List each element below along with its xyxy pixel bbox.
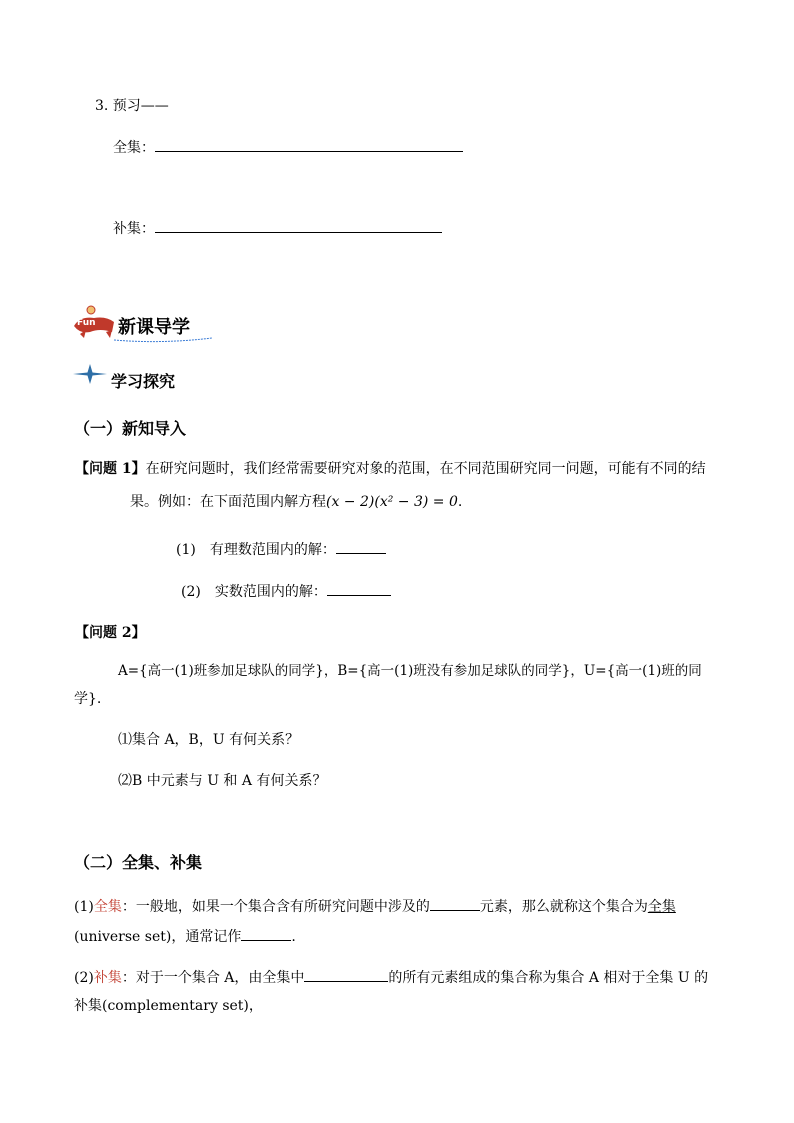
part2-title: （二）全集、补集 [74,853,203,872]
question1-sub2 [181,581,391,601]
preview-title: 3. 预习—— [95,98,169,114]
question2-line1: A={高一(1)班参加足球队的同学}，B={高一(1)班没有参加足球队的同学}，U={高一(1)班的同 [118,663,702,679]
question2-tag: 【问题 2】 [75,625,146,641]
definition1-term: 全集 [93,899,122,915]
question1-line2 [130,493,462,511]
question1-sub2-num: (2) [181,584,201,600]
universe-set-blank[interactable] [155,137,463,152]
universe-set-label: 全集： [113,140,155,156]
star-icon [73,364,107,384]
logo-text: Fun [77,318,96,328]
definition1-text-a: ：一般地，如果一个集合含有所研究问题中涉及的 [121,899,430,915]
question2-line2: 学}. [74,691,102,707]
definition1-blank2[interactable] [241,926,291,941]
complement-set-label: 补集： [113,221,155,237]
definition1-blank1[interactable] [430,896,480,911]
section-banner [72,304,217,344]
question1-sub1 [176,539,386,559]
question2-sub2: ⑵B 中元素与 U 和 A 有何关系？ [118,773,327,789]
definition1-text-b: 元素，那么就称这个集合为 [479,899,648,915]
definition2-line2: 补集(complementary set)， [74,998,263,1014]
definition2-text-a: ：对于一个集合 A，由全集中 [121,970,305,986]
definition1-line1 [74,896,676,916]
question1-text-b: 果。例如：在下面范围内解方程 [130,494,326,510]
universe-set-row [113,137,463,157]
complement-set-row [113,218,442,238]
definition2-blank[interactable] [304,967,388,982]
definition2-prefix: (2) [74,970,94,986]
section-banner-title: 新课导学 [118,317,190,338]
question1-line1 [75,460,706,478]
question1-sub1-num: (1) [176,542,196,558]
question1-sub1-text: 有理数范围内的解： [209,542,336,558]
question2-sub1: ⑴集合 A，B，U 有何关系？ [118,732,300,748]
part1-title: （一）新知导入 [74,419,187,438]
definition2-term: 补集 [93,970,122,986]
question1-tag: 【问题 1】 [75,461,146,477]
question1-sub1-blank[interactable] [336,539,386,554]
question1-text-a: 在研究问题时，我们经常需要研究对象的范围，在不同范围研究同一问题，可能有不同的结 [145,461,706,477]
definition1-line2 [74,926,296,946]
definition1-line2-b: . [291,929,296,945]
definition1-term2: 全集 [647,899,676,915]
study-title: 学习探究 [111,372,176,391]
definition1-line2-a: (universe set)，通常记作 [74,929,242,945]
question1-sub2-blank[interactable] [327,581,391,596]
complement-set-blank[interactable] [155,218,442,233]
question1-sub2-text: 实数范围内的解： [214,584,327,600]
definition1-prefix: (1) [74,899,94,915]
question1-period: . [457,494,463,510]
definition2-line1 [74,967,708,987]
question1-equation: (x − 2)(x² − 3) = 0 [326,494,458,510]
definition2-text-b: 的所有元素组成的集合称为集合 A 相对于全集 U 的 [388,970,709,986]
